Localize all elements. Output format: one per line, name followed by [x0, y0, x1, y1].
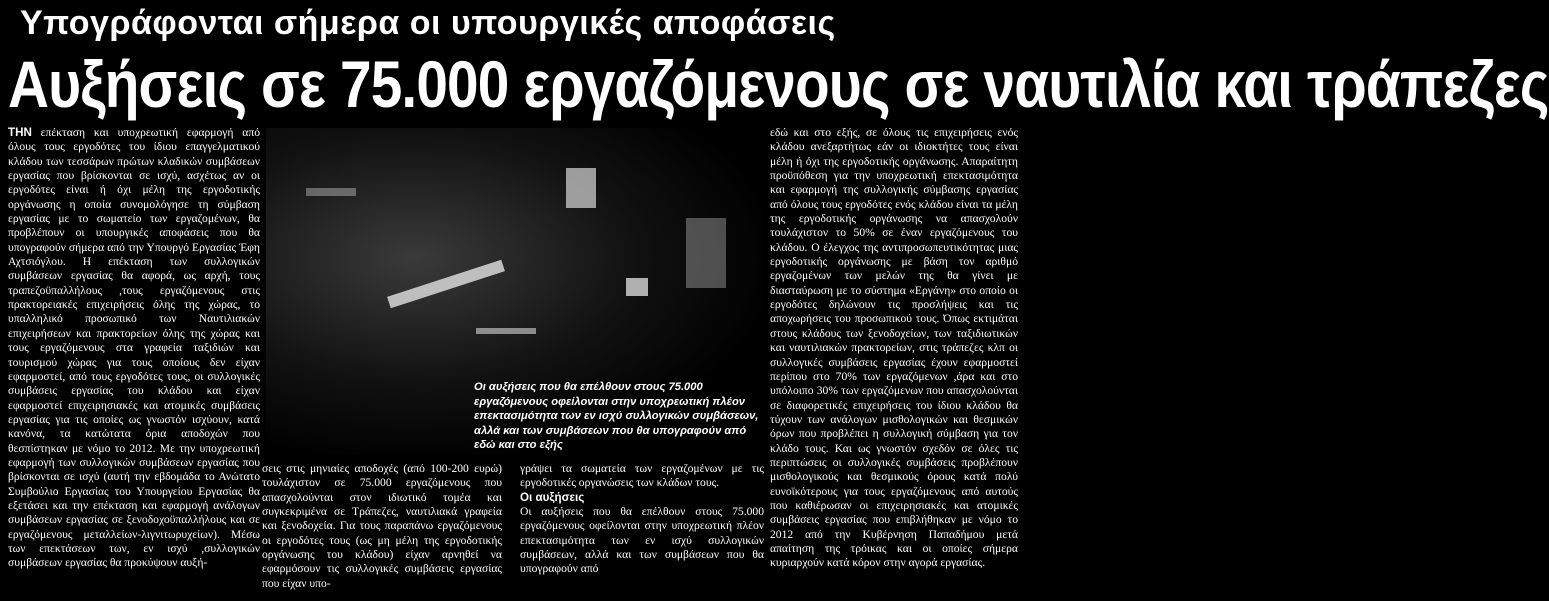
article-headline: Αυξήσεις σε 75.000 εργαζόμενους σε ναυτιλία και τράπεζες: [8, 47, 1549, 121]
article-kicker: Υπογράφονται σήμερα οι υπουργικές αποφάσεις: [20, 4, 836, 42]
right-column: [770, 126, 1018, 601]
middle-column-a-text: σεις στις μηνιαίες αποδοχές (από 100-200 ευρώ) τουλάχιστον σε 75.000 εργαζόμενους που απασχολούνται στον ιδιωτικό τομέα και συγκεκριμένα σε Τράπεζες, ναυτιλιακά γραφεία και ξενοδοχεία. Για τους παραπάνω εργαζόμενους οι εργοδότες τους (ως μη μέλη της εργοδοτικής οργάνωσης του κλάδου) είχαν αρνηθεί να εφαρμόσουν τις συλλογικές συμβάσεις εργασίας που είχαν υπο-: [262, 462, 502, 590]
middle-column-b: [520, 462, 764, 601]
left-column-text: επέκταση και υποχρεωτική εφαρμογή από όλους τους εργοδότες του ίδιου επαγγελματικού κλάδου των τεσσάρων πρώτων κλαδικών συμβάσεων εργασίας που βρίσκονται σε ισχύ, ασχέτως αν οι εργοδότες είναι ή όχι μέλη της εργοδοτικής οργάνωσης η οποία συνομολόγησε τη σύμβαση εργασίας με το σωματείο των εργαζομένων, θα προβλέπουν οι υπουργικές αποφάσεις που θα υπογραφούν σήμερα από την Υπουργό Εργασίας Έφη Αχτσιόγλου. Η επέκταση των συλλογικών συμβάσεων εργασίας θα αφορά, ως αρχή, τους τραπεζοϋπαλλήλους ,τους εργαζόμενους στις πρακτορειακές επιχειρήσεις όλης της χώρας, το υπαλληλικό προσωπικό των Ναυτιλιακών επιχειρήσεων και πρακτορείων όλης της χώρας και τους εργαζόμενους στα γραφεία ταξιδιών και τουρισμού χώρας για τους οποίους δεν είχαν εφαρμοστεί, από τους εργοδότες τους, οι συλλογικές συμβάσεις εργασίας του κλάδου και είχαν εφαρμοστεί επιχειρησιακές και ατομικές συμβάσεις εργασίας για τις οποίες ως γνωστόν ισχύουν, κατά κανόνα, τα κατώτατα όρια αποδοχών που θεσπίστηκαν με νόμο το 2012. Με την υποχρεωτική εφαρμογή των συλλογικών συμβάσεων εργασίας που βρίσκονται σε ισχύ (αυτή την εβδομάδα το Ανώτατο Συμβούλιο Εργασίας του Υπουργείου Εργασίας θα εξετάσει και την επέκταση και εφαρμογή ανάλογων συμβάσεων εργασίας σε ξενοδοχοϋπαλλήλους και σε εργαζόμενους μεταλλείων-λιγνιτωρυχείων). Μέσω των επεκτάσεων των, εν ισχύ ,συλλογικών συμβάσεων εργασίας θα προκύψουν αυξή-: [8, 126, 260, 570]
right-column-text: εδώ και στο εξής, σε όλους τις επιχειρήσεις ενός κλάδου ανεξαρτήτως εάν οι ιδιοκτήτες τους είναι μέλη ή όχι της εργοδοτικής οργάνωσης. Απαραίτητη προϋπόθεση για την υποχρεωτική επεκτασιμότητα και εφαρμογή της συλλογικής σύμβασης εργασίας από όλους τους εργοδότες ενός κλάδου είναι τα μέλη της εργοδοτικής οργάνωσης να απασχολούν τουλάχιστον το 50% σε έναν εργαζόμενους του κλάδου. Ο έλεγχος της αντιπροσωπευτικότητας μιας εργοδοτικής οργάνωσης με βάση τον αριθμό εργαζομένων των μελών της θα γίνει με διασταύρωση με το σύστημα «Εργάνη» στο οποίο οι εργοδότες δηλώνουν τις προσλήψεις και τις αποχωρήσεις του προσωπικού τους. Όπως εκτιμάται στους κλάδους των ξενοδοχείων, των ταξιδιωτικών και ναυτιλιακών πρακτορείων, στις τράπεζες κλπ οι συλλογικές συμβάσεις εργασίας έχουν εφαρμοστεί περίπου στο 70% των εργαζόμενων ,άρα και στο υπόλοιπο 30% των εργαζόμενων που απασχολούνται σε διαφορετικές επιχειρήσεις του ίδιου κλάδου θα τύχουν των ανάλογων μισθολογικών και θεσμικών όρων που προβλέπει η συλλογική σύμβαση για τον κλάδο τους. Και ως γνωστόν σχεδόν σε όλες τις περιπτώσεις οι συλλογικές συμβάσεις προβλέπουν μισθολογικούς και θεσμικούς όρους κατά πολύ ευνοϊκότερους για τους εργαζόμενους από αυτούς που καθιέρωσαν οι επιχειρησιακές και ατομικές συμβάσεις εργασίας που επιβλήθηκαν με νόμο το 2012 από την Κυβέρνηση Παπαδήμου μετά απαίτηση της τρόικας και οι οποίες σήμερα κυριαρχούν κατά κόρον στην αγορά εργασίας.: [770, 126, 1018, 570]
middle-column-b-text: γράψει τα σωματεία των εργαζομένων με τις εργοδοτικές οργανώσεις των κλάδων τους.: [520, 462, 764, 490]
middle-column-a: [262, 462, 502, 601]
left-column: [8, 126, 260, 601]
section-subhead: Οι αυξήσεις: [520, 490, 585, 504]
lead-word: ΤΗΝ: [8, 126, 32, 139]
photo-caption: Οι αυξήσεις που θα επέλθουν στους 75.000 εργαζόμενους οφείλονται στην υποχρεωτική πλέον επεκτασιμότητα των εν ισχύ συλλογικών συμβάσεων, αλλά και των συμβάσεων που θα υπογραφούν από εδώ και στο εξής: [474, 381, 759, 451]
middle-column-b-text-2: Οι αυξήσεις που θα επέλθουν στους 75.000 εργαζόμενους οφείλονται στην υποχρεωτική πλέον επεκτασιμότητα των εν ισχύ συλλογικών συμβάσεων, αλλά και των συμβάσεων που θα υπογραφούν από: [520, 505, 764, 576]
